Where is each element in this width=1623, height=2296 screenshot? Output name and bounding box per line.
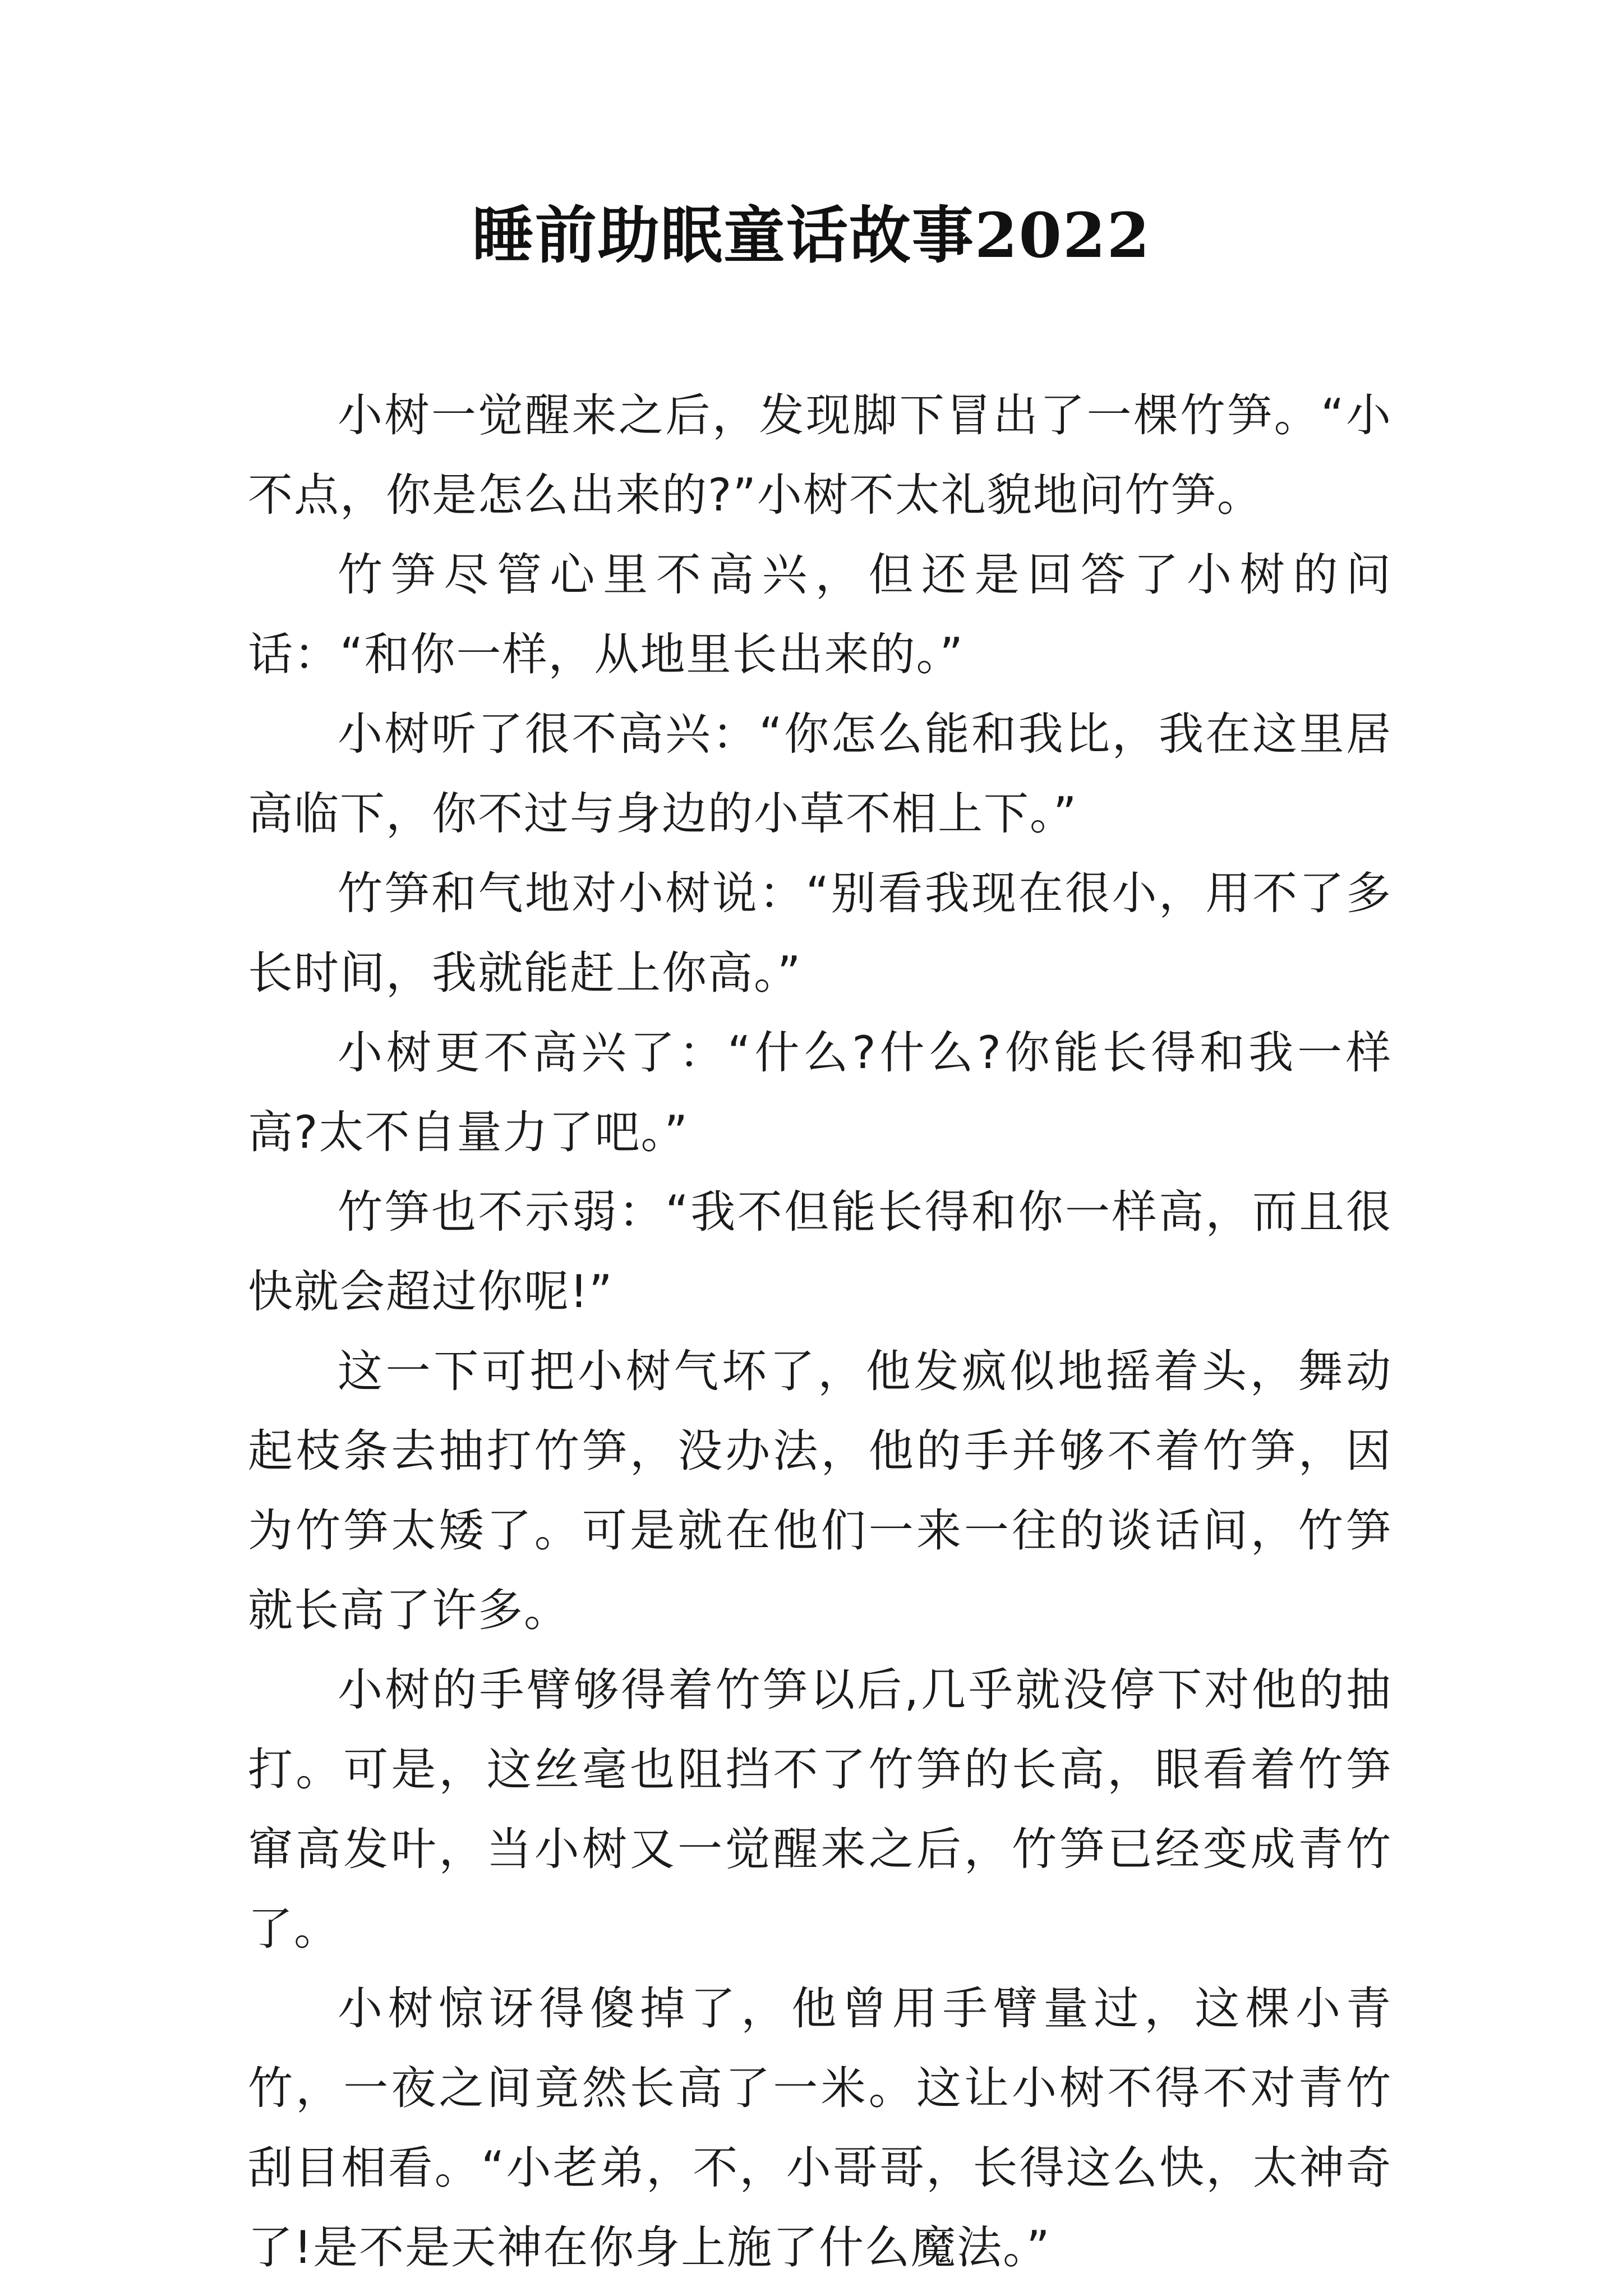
paragraph: 这一下可把小树气坏了，他发疯似地摇着头，舞动起枝条去抽打竹笋，没办法，他的手并够不着竹笋，因为竹笋太矮了。可是就在他们一来一往的谈话间，竹笋就长高了许多。 (248, 1345, 1392, 1636)
paragraph: 竹笋和气地对小树说：“别看我现在很小，用不了多长时间，我就能赶上你高。” (248, 867, 1392, 999)
paragraph: 小树听了很不高兴：“你怎么能和我比，我在这里居高临下，你不过与身边的小草不相上下。” (248, 708, 1392, 840)
paragraph: 小树一觉醒来之后，发现脚下冒出了一棵竹笋。“小不点，你是怎么出来的?”小树不太礼貌地问竹笋。 (248, 389, 1392, 521)
document-body (248, 376, 1392, 2288)
paragraph: 小树更不高兴了：“什么?什么?你能长得和我一样高?太不自量力了吧。” (248, 1027, 1392, 1158)
paragraph: 竹笋也不示弱：“我不但能长得和你一样高，而且很快就会超过你呢!” (248, 1186, 1392, 1318)
paragraph: 竹笋尽管心里不高兴，但还是回答了小树的问话：“和你一样，从地里长出来的。” (248, 549, 1392, 680)
paragraph: 小树惊讶得傻掉了，他曾用手臂量过，这棵小青竹，一夜之间竟然长高了一米。这让小树不得不对青竹刮目相看。“小老弟，不，小哥哥，长得这么快，太神奇了!是不是天神在你身上施了什么魔法。” (248, 1982, 1392, 2274)
paragraph: 小树的手臂够得着竹笋以后,几乎就没停下对他的抽打。可是，这丝毫也阻挡不了竹笋的长高，眼看着竹笋窜高发叶，当小树又一觉醒来之后，竹笋已经变成青竹了。 (248, 1664, 1392, 1955)
document-title: 睡前助眠童话故事2022 (472, 199, 1151, 272)
